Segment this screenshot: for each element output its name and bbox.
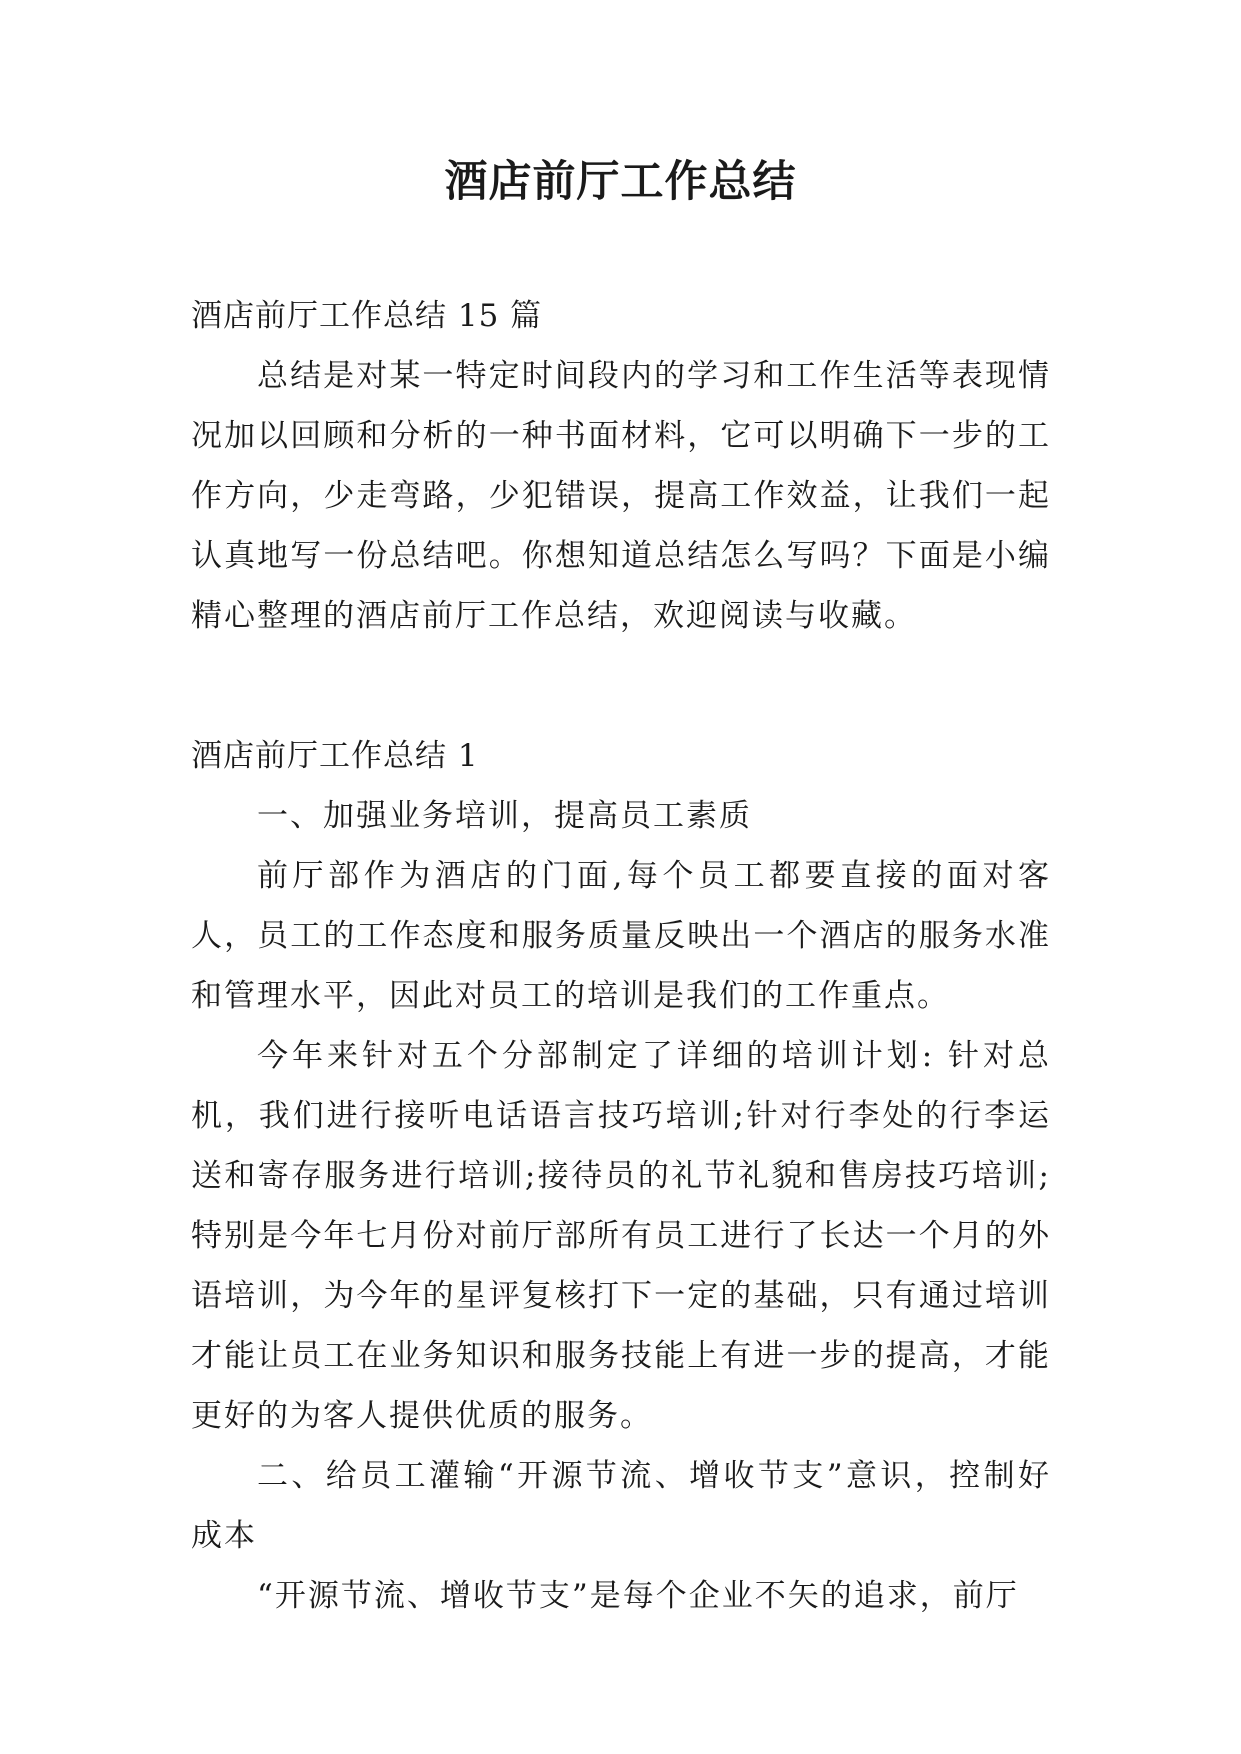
document-subtitle: 酒店前厅工作总结 15 篇 xyxy=(191,298,543,334)
document-title: 酒店前厅工作总结 xyxy=(444,157,797,207)
body-paragraph-3: “开源节流、增收节支”是每个企业不矢的追求，前厅 xyxy=(257,1578,1019,1614)
point-heading-1: 一、加强业务培训，提高员工素质 xyxy=(257,798,752,834)
section-gap xyxy=(191,646,1051,726)
point-heading-2: 二、给员工灌输“开源节流、增收节支”意识，控制好成本 xyxy=(191,1458,1051,1554)
document-body xyxy=(191,286,1051,1626)
body-paragraph-2: 今年来针对五个分部制定了详细的培训计划: 针对总机，我们进行接听电话语言技巧培训;针对行李处的行李运送和寄存服务进行培训;接待员的礼节礼貌和售房技巧培训;特别是今年七月份对前厅部所有员工进行了长达一个月的外语培训，为今年的星评复核打下一定的基础，只有通过培训才能让员工在业务知识和服务技能上有进一步的提高，才能更好的为客人提供优质的服务。 xyxy=(191,1038,1051,1434)
intro-paragraph: 总结是对某一特定时间段内的学习和工作生活等表现情况加以回顾和分析的一种书面材料，它可以明确下一步的工作方向，少走弯路，少犯错误，提高工作效益，让我们一起认真地写一份总结吧。你想知道总结怎么写吗？下面是小编精心整理的酒店前厅工作总结，欢迎阅读与收藏。 xyxy=(191,358,1051,634)
section-heading: 酒店前厅工作总结 1 xyxy=(191,738,479,774)
body-paragraph-1: 前厅部作为酒店的门面,每个员工都要直接的面对客人，员工的工作态度和服务质量反映出一个酒店的服务水准和管理水平，因此对员工的培训是我们的工作重点。 xyxy=(191,858,1051,1014)
